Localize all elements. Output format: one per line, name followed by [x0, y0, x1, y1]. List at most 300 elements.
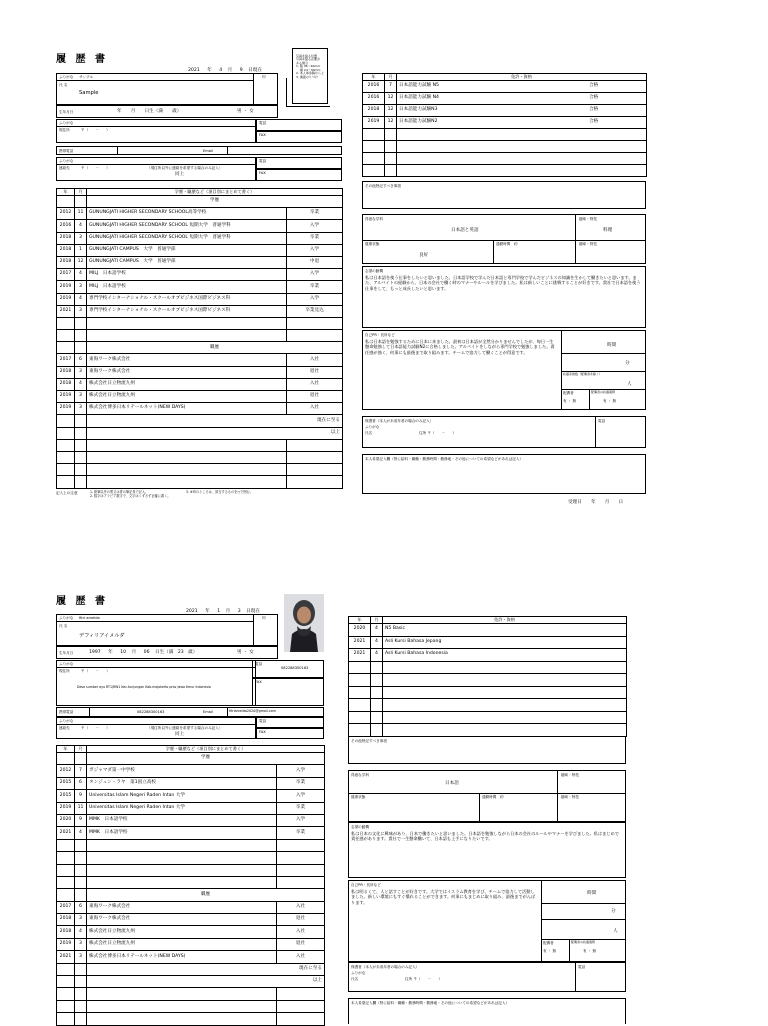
doc1-study-divider: [575, 215, 576, 263]
history-status: 入学: [277, 814, 325, 826]
table-row: [57, 269, 343, 281]
doc2-address-box: [56, 660, 256, 706]
doc2-email-value: fitriamelda2020@gmail.com: [229, 709, 276, 713]
history-month: 4: [75, 293, 87, 305]
table-row: [57, 232, 343, 244]
history-cell: [87, 451, 287, 463]
doc1-furigana-value: サンプル: [79, 75, 94, 79]
doc2-date-line: 2021 年 1 月 3 日現在: [186, 609, 260, 614]
license-cell: [383, 686, 627, 699]
history-cell: [287, 476, 343, 488]
doc2-addr-label: 現住所: [59, 669, 70, 673]
history-desc: MMK 日本語学校: [87, 827, 277, 839]
history-cell: [57, 330, 75, 342]
history-cell: [87, 988, 277, 1000]
table-row: [57, 391, 343, 403]
table-row: [349, 624, 627, 637]
table-row: [57, 765, 325, 777]
doc1-contact-tel-box: [256, 157, 342, 169]
doc2-commute-label: 通勤時間 約: [482, 795, 504, 799]
doc2-other-label: その他特記すべき事項: [351, 739, 387, 743]
doc2-guardian-box: [348, 962, 626, 992]
license-cell: [349, 661, 371, 674]
history-desc: MILJ 日本語学校: [87, 269, 287, 281]
doc2-birth-line: 1997 年 10 月 06 日生（満 23 歳）: [89, 650, 198, 655]
table-row: [57, 403, 343, 415]
history-cell: [75, 451, 87, 463]
doc2-furigana-divider: [57, 621, 253, 622]
work-end: 以上: [87, 976, 325, 988]
history-year: 2018: [57, 926, 75, 938]
license-year: 2016: [363, 93, 385, 105]
doc1-contact-tel-label: 電話: [259, 159, 267, 163]
table-row: [363, 129, 647, 141]
history-year: 2021: [57, 305, 75, 317]
doc2-guardian-furigana: ふりがな: [351, 971, 366, 975]
table-row: [57, 378, 343, 390]
history-desc: 東海ワーク株式会社: [87, 901, 277, 913]
license-cell: [349, 674, 371, 687]
table-row: [349, 617, 627, 624]
history-month: 4: [75, 827, 87, 839]
doc2-tel-value: 082288300163: [281, 666, 309, 670]
doc1-dependents-unit: 人: [627, 382, 632, 387]
doc2-applicant-photo: [284, 594, 324, 652]
history-cell: [287, 330, 343, 342]
doc2-motive-text: 私は日本の文化に興味があり、日本で働きたいと思いました。日本語を勉強しながら日本の会社のルールやマナーを学びました。私はまじめで責任感があります。貴社で一生懸命働いて、日本語も上手になりたいです。: [351, 831, 619, 842]
doc1-contact-row: [56, 146, 342, 155]
doc1-guardian-tel: 電話: [598, 419, 606, 423]
license-cell: [397, 165, 647, 177]
history-desc: GUNUNGJATI HIGHER SECONDARY SCHOOL 短期大学 普通学科: [87, 220, 287, 232]
history-year: 2019: [57, 802, 75, 814]
history-cell: [277, 839, 325, 851]
doc2-pr-hline1: [541, 903, 625, 904]
work-current: 現在に至る: [87, 415, 343, 427]
history-status: 卒業: [277, 802, 325, 814]
history-year: 2018: [57, 378, 75, 390]
license-month: 7: [385, 81, 397, 93]
license-name: 日本語能力試験 N4: [399, 95, 439, 101]
license-header-desc: 免許・資格: [397, 74, 647, 81]
history-desc: タンジュン・ラヤ 第1国立高校: [87, 777, 277, 789]
history-status: 入社: [277, 901, 325, 913]
history-header-desc: 学歴・職歴など（項目別にまとめて書く）: [87, 746, 325, 753]
doc1-name-value: Sample: [79, 90, 99, 96]
work-end: 以上: [87, 427, 343, 439]
license-cell: [397, 129, 647, 141]
doc1-address-box: [56, 119, 256, 143]
doc1-pr-vline: [589, 389, 590, 409]
history-cell: [75, 889, 87, 901]
history-month: 11: [75, 802, 87, 814]
table-row: [349, 699, 627, 712]
license-year: 2021: [349, 636, 371, 649]
work-current: 現在に至る: [87, 963, 325, 975]
history-status: 退社: [277, 938, 325, 950]
history-cell: [87, 852, 277, 864]
license-desc: [383, 624, 627, 637]
history-year: 2018: [57, 366, 75, 378]
doc2-contact-row: [56, 707, 324, 717]
doc1-guardian-box: [362, 416, 646, 448]
history-cell: [57, 889, 75, 901]
history-desc: 東海ワーク株式会社: [87, 914, 277, 926]
doc1-tel-box: [256, 119, 342, 131]
doc1-contact-furigana: ふりがな: [59, 159, 74, 163]
history-month: 11: [75, 208, 87, 220]
history-cell: [75, 839, 87, 851]
history-desc: 株式会社日立物流九州: [87, 926, 277, 938]
history-cell: [75, 963, 87, 975]
history-cell: [287, 451, 343, 463]
history-cell: [57, 427, 75, 439]
license-status: 合格: [589, 119, 599, 125]
table-row: [57, 802, 325, 814]
license-year: 2018: [363, 105, 385, 117]
history-status: 入学: [287, 293, 343, 305]
history-cell: [75, 988, 87, 1000]
doc1-guardian-divider: [595, 417, 596, 447]
doc2-spouse-label: 配偶者: [543, 941, 554, 945]
history-desc: 専門学校インターナショナル・スクールオブビジネス国際ビジネス科: [87, 293, 287, 305]
table-row: [57, 281, 343, 293]
history-desc: 専門学校インターナショナル・スクールオブビジネス国際ビジネス科: [87, 305, 287, 317]
doc2-guardian-label: 保護者（本人が未成年者の場合のみ記入）: [351, 965, 420, 969]
doc1-birth-label: 生年月日: [59, 110, 74, 114]
doc1-minutes-label: 分: [625, 361, 630, 366]
doc2-spouse-value: 有 ・ 無: [543, 949, 557, 953]
table-row: [57, 244, 343, 256]
license-name: Asli Kursi Bahasa Jepang: [385, 638, 442, 644]
history-year: 2019: [57, 938, 75, 950]
doc1-motive-box: [362, 266, 646, 328]
table-row: [57, 753, 325, 765]
doc2-history-table: [56, 745, 325, 1026]
history-status: 入社: [287, 354, 343, 366]
license-name: 日本語能力試験N3: [399, 107, 438, 113]
license-year: 2019: [363, 117, 385, 129]
table-row: [57, 988, 325, 1000]
history-desc: 株式会社日立物流九州: [87, 378, 287, 390]
history-year: 2018: [57, 244, 75, 256]
doc1-contact-fax-box: [256, 169, 342, 181]
table-row: [363, 165, 647, 177]
license-desc: [383, 636, 627, 649]
history-year: 2019: [57, 403, 75, 415]
license-cell: [371, 724, 383, 737]
doc1-study-label: 得意な学科: [365, 217, 383, 221]
history-cell: [277, 988, 325, 1000]
history-cell: [57, 317, 75, 329]
history-status: 退社: [287, 366, 343, 378]
history-year: 2017: [57, 269, 75, 281]
history-cell: [57, 1013, 75, 1025]
history-cell: [57, 852, 75, 864]
table-row: [57, 208, 343, 220]
history-year: 2012: [57, 765, 75, 777]
history-cell: [57, 976, 75, 988]
table-row: [57, 839, 325, 851]
history-desc: 東海ワーク株式会社: [87, 366, 287, 378]
doc2-dependents-unit: 人: [613, 929, 618, 934]
doc1-contact-divider: [57, 164, 255, 165]
doc2-pr-label: 自己PR・長所など: [351, 883, 381, 887]
history-status: 退社: [277, 914, 325, 926]
history-cell: [57, 439, 75, 451]
doc2-gender: 男 ・ 女: [237, 650, 254, 655]
license-cell: [385, 129, 397, 141]
history-cell: [57, 963, 75, 975]
table-row: [57, 790, 325, 802]
table-row: [57, 914, 325, 926]
doc1-mobile-label: 携帯電話: [59, 149, 74, 153]
license-cell: [349, 699, 371, 712]
doc2-guardian-addr: 住所 〒（ － ）: [405, 977, 443, 981]
table-row: [349, 724, 627, 737]
history-month: 9: [75, 790, 87, 802]
history-cell: [87, 864, 277, 876]
license-cell: [383, 674, 627, 687]
history-header-desc: 学歴・職歴など（項目別にまとめて書く）: [87, 189, 343, 196]
table-row: [57, 317, 343, 329]
history-month: 3: [75, 938, 87, 950]
history-desc: 株式会社博多日本リテールネット(NEW DAYS): [87, 951, 277, 963]
license-header-month: 月: [385, 74, 397, 81]
license-cell: [349, 711, 371, 724]
history-month: 4: [75, 220, 87, 232]
history-year: 2016: [57, 220, 75, 232]
history-cell: [87, 1000, 277, 1012]
doc1-photo-guide: [286, 78, 287, 106]
history-status: 入社: [277, 926, 325, 938]
doc2-fax-box: [252, 678, 324, 706]
table-row: [57, 342, 343, 354]
doc2-study-label: 得意な学科: [351, 773, 369, 777]
license-cell: [363, 153, 385, 165]
license-month: 4: [371, 624, 383, 637]
table-row: [57, 976, 325, 988]
doc1-health-value: 良好: [419, 253, 429, 258]
doc1-spouse-value: 有 ・ 無: [563, 399, 577, 403]
history-status: 入社: [287, 378, 343, 390]
doc2-addr-detail: Desa sumber ayu RT1/RW1 Kec.tunjungan Kab.mojokerto prov Jawa timur indonesia: [77, 685, 211, 689]
history-cell: [87, 317, 287, 329]
table-row: [57, 476, 343, 488]
history-month: 3: [75, 914, 87, 926]
history-year: 2018: [57, 256, 75, 268]
license-header-year: 年: [349, 617, 371, 624]
table-row: [57, 354, 343, 366]
table-row: [57, 814, 325, 826]
history-cell: [57, 753, 75, 765]
history-status: 入学: [277, 765, 325, 777]
history-desc: MMK 日本語学校: [87, 814, 277, 826]
doc1-contact-note: （現住所以外に連絡を希望する場合のみ記入）: [147, 166, 223, 170]
doc1-name-box: [56, 73, 278, 105]
history-desc: 株式会社日立物流九州: [87, 938, 277, 950]
history-year: 2020: [57, 814, 75, 826]
history-month: 3: [75, 391, 87, 403]
history-year: 2018: [57, 232, 75, 244]
doc2-contact-same: 同上: [175, 732, 185, 737]
doc1-seal-divider: [253, 74, 254, 104]
history-cell: [287, 317, 343, 329]
license-desc: [397, 105, 647, 117]
history-cell: [75, 976, 87, 988]
history-cell: [75, 317, 87, 329]
doc1-pr-label: 自己PR・長所など: [365, 333, 395, 337]
history-cell: [287, 439, 343, 451]
doc2-other-box: [348, 736, 626, 764]
license-desc: [397, 117, 647, 129]
license-cell: [371, 699, 383, 712]
table-row: [57, 189, 343, 196]
doc2-guardian-divider: [575, 963, 576, 991]
doc2-health-divider: [479, 793, 480, 821]
license-cell: [385, 141, 397, 153]
table-row: [363, 81, 647, 93]
doc2-wish-label: 本人希望記入欄（特に給料・職種・勤務時間・勤務地・その他についての希望などがあれば記入）: [351, 1001, 510, 1005]
doc1-spouse-dep-value: 有 ・ 無: [603, 399, 617, 403]
history-cell: [87, 1013, 277, 1025]
doc2-contact-tel-label: 電話: [259, 719, 267, 723]
table-row: [57, 963, 325, 975]
history-cell: [75, 330, 87, 342]
doc2-contact-label: 連絡先: [59, 726, 70, 730]
doc2-contact-tel-box: [256, 717, 324, 728]
doc2-tel-label: 電話: [255, 662, 263, 666]
history-cell: [277, 876, 325, 888]
history-cell: [277, 864, 325, 876]
doc1-addr-divider: [57, 126, 255, 127]
doc1-contact-same: 同上: [175, 172, 185, 177]
doc1-motive-text: 私は日本語を使う仕事をしたいと思いました。日本語学校で学んだ日本語と専門学校で学んだビジネスの知識を生かして働きたいと思います。また、アルバイトの経験から、日本の会社で働く時のマナーやルールを学びました。私は新しいことに挑戦することが好きです。貴社で日本語を使う仕事をして、もっと成長したいと思います。: [365, 275, 641, 291]
history-cell: [57, 876, 75, 888]
history-desc: 株式会社日立物流九州: [87, 391, 287, 403]
history-status: 入学: [287, 244, 343, 256]
doc2-tel-box: [252, 660, 324, 678]
doc1-tel-label: 電話: [259, 121, 267, 125]
doc1-date-line: 2021 年 4 月 9 日現在: [188, 68, 262, 73]
table-row: [57, 464, 343, 476]
history-year: 2021: [57, 951, 75, 963]
table-row: [57, 777, 325, 789]
doc1-guardian-furigana: ふりがな: [365, 425, 380, 429]
doc2-fax-label: FAX: [255, 680, 262, 684]
license-desc: [397, 81, 647, 93]
table-row: [349, 686, 627, 699]
license-month: 4: [371, 636, 383, 649]
work-heading: 職歴: [87, 342, 343, 354]
license-cell: [371, 661, 383, 674]
license-cell: [371, 686, 383, 699]
doc1-fax-box: [256, 131, 342, 143]
license-header-desc: 免許・資格: [383, 617, 627, 624]
history-header-year: 年: [57, 189, 75, 196]
doc1-other-box: [362, 181, 646, 209]
license-status: 合格: [589, 95, 599, 101]
doc2-hobby-label: 趣味・特技: [561, 773, 579, 777]
license-cell: [371, 674, 383, 687]
license-desc: [397, 93, 647, 105]
doc2-contact-box: [56, 717, 256, 739]
doc2-spouse-dep-value: 有 ・ 無: [583, 949, 597, 953]
history-month: 3: [75, 366, 87, 378]
doc2-furigana-label: ふりがな: [59, 616, 74, 620]
doc1-health-divider: [493, 240, 494, 263]
table-row: [57, 1013, 325, 1025]
history-month: 3: [75, 305, 87, 317]
history-cell: [75, 439, 87, 451]
history-cell: [57, 451, 75, 463]
doc2-addr-divider: [57, 667, 255, 668]
doc1-furigana-label: ふりがな: [59, 75, 74, 79]
history-month: 3: [75, 232, 87, 244]
table-row: [349, 636, 627, 649]
doc2-study-hline: [349, 793, 625, 794]
doc2-skill-label: 趣味・特技: [561, 795, 579, 799]
table-row: [363, 74, 647, 81]
history-desc: ガジャマダ第一中学校: [87, 765, 277, 777]
history-status: 卒業見込: [287, 305, 343, 317]
doc1-hobby-label: 趣味・特技: [579, 217, 597, 221]
doc2-guardian-name: 氏名: [351, 977, 359, 981]
doc2-spouse-dep-label: 配偶者の扶養義務: [571, 940, 596, 944]
history-month: 6: [75, 777, 87, 789]
table-row: [57, 901, 325, 913]
history-month: 12: [75, 256, 87, 268]
table-row: [57, 256, 343, 268]
doc1-photo-guide-bottom: [286, 106, 330, 107]
history-cell: [277, 852, 325, 864]
license-year: 2021: [349, 649, 371, 662]
license-cell: [363, 129, 385, 141]
doc1-birth-line: 年 月 日生（満 歳）: [117, 109, 182, 114]
history-desc: 東海ワーク株式会社: [87, 354, 287, 366]
doc2-study-value: 日本語: [445, 781, 459, 786]
history-cell: [57, 464, 75, 476]
history-status: 卒業: [277, 777, 325, 789]
history-status: 入学: [277, 790, 325, 802]
history-desc: GUNUNGJATI HIGHER SECONDARY SCHOOL高等学校: [87, 208, 287, 220]
license-cell: [363, 165, 385, 177]
table-row: [57, 427, 343, 439]
doc2-mobile-value: 082288300163: [137, 710, 165, 714]
doc2-addr-furigana: ふりがな: [59, 662, 74, 666]
table-row: [349, 649, 627, 662]
doc2-title: 履 歴 書: [56, 596, 108, 607]
doc1-study-box: [362, 214, 646, 264]
license-cell: [385, 153, 397, 165]
doc2-pr-text: 私は明るくて、人と話すことが好きです。大学ではイスラム教育を学び、チームで協力して活動しました。新しい環境にもすぐ慣れることができます。何事にもまじめに取り組み、最後までがんばります。: [351, 889, 536, 905]
table-row: [57, 951, 325, 963]
license-cell: [383, 724, 627, 737]
history-status: 入学: [287, 220, 343, 232]
doc2-pr-hline2: [541, 919, 625, 920]
history-year: 2015: [57, 777, 75, 789]
table-row: [363, 93, 647, 105]
work-heading: 職歴: [87, 889, 325, 901]
license-year: 2020: [349, 624, 371, 637]
license-cell: [349, 724, 371, 737]
doc1-received-date: 受理日 年 月 日: [568, 500, 624, 505]
doc1-photo-note: 写真を貼る位置 写真を貼る必要が ある場合 1. 縦 36～40mm 横 24～30mm 2. 本人単身胸から上 3. 裏面のりづけ: [296, 54, 324, 79]
table-row: [57, 220, 343, 232]
history-month: 3: [75, 281, 87, 293]
doc1-contact-box: [56, 157, 256, 181]
history-cell: [57, 839, 75, 851]
